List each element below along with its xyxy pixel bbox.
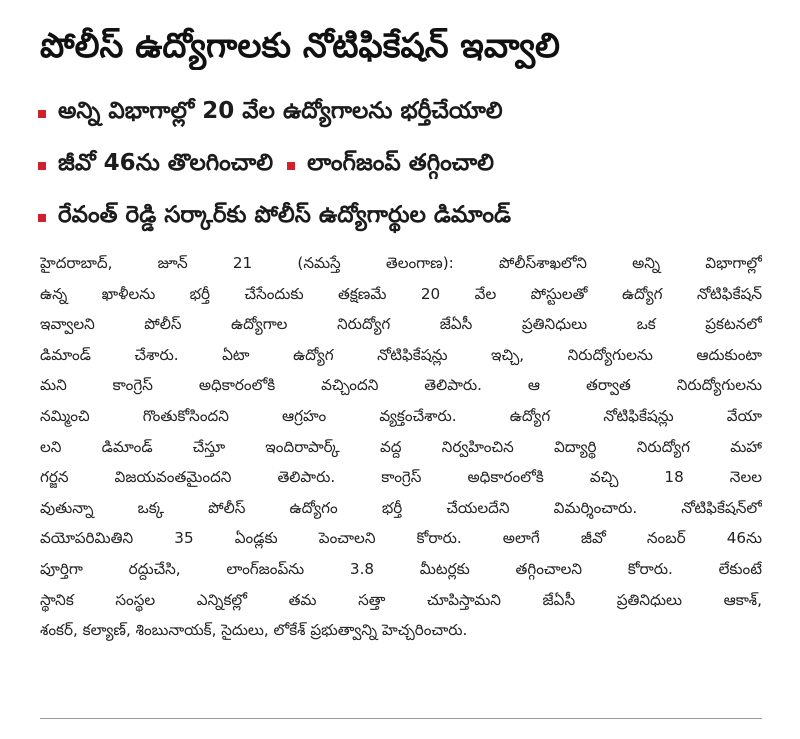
subheading-text: రేవంత్ రెడ్డి సర్కార్‌కు పోలీస్ ఉద్యోగార్థుల డిమాండ్ [58, 202, 512, 228]
red-square-bullet-icon [287, 162, 295, 170]
subheading-item [287, 150, 494, 182]
body-line: శంకర్, కల్యాణ్, శింబునాయక్, సైదులు, లోకేశ్ ప్రభుత్వాన్ని హెచ్చరించారు. [40, 621, 468, 640]
bottom-divider [40, 718, 762, 719]
body-line: నమ్మించి గొంతుకోసిందని ఆగ్రహం వ్యక్తంచేశారు. ఉద్యోగ నోటిఫికేషన్లు వేయా [40, 406, 762, 425]
subheading-list [38, 88, 778, 244]
red-square-bullet-icon [38, 110, 46, 118]
subheading-line [38, 140, 778, 192]
subheading-text: అన్ని విభాగాల్లో 20 వేల ఉద్యోగాలను భర్తీచేయాలి [58, 98, 503, 124]
body-line: హైదరాబాద్, జూన్ 21 (నమస్తే తెలంగాణ): పోలీస్‌శాఖలోని అన్ని విభాగాల్లో [40, 254, 762, 272]
subheading-text: లాంగ్‌జంప్ తగ్గించాలి [307, 150, 494, 176]
body-line: లని డిమాండ్ చేస్తూ ఇందిరాపార్క్ వద్ద నిర్వహించిన విద్యార్థి నిరుద్యోగ మహా [40, 437, 762, 456]
body-line: స్థానిక సంస్థల ఎన్నికల్లో తమ సత్తా చూపిస్తామని జేఏసీ ప్రతినిధులు ఆకాశ్, [40, 590, 762, 609]
subheading-item [38, 150, 273, 182]
subheading-line [38, 192, 778, 244]
body-line: వయోపరిమితిని 35 ఏండ్లకు పెంచాలని కోరారు. అలాగే జీవో నంబర్ 46ను [40, 529, 762, 548]
body-line: వుతున్నా ఒక్క పోలీస్ ఉద్యోగం భర్తీ చేయలదేని విమర్శించారు. నోటిఫికేషన్‌లో [40, 498, 762, 517]
subheading-item [38, 202, 511, 234]
body-line: గర్జన విజయవంతమైందని తెలిపారు. కాంగ్రెస్ అధికారంలోకి వచ్చి 18 నెలల [40, 468, 762, 487]
body-line: మని కాంగ్రెస్ అధికారంలోకి వచ్చిందని తెలిపారు. ఆ తర్వాత నిరుద్యోగులను [40, 376, 762, 395]
red-square-bullet-icon [38, 162, 46, 170]
article-body [40, 248, 762, 646]
body-line: డిమాండ్ చేశారు. ఏటా ఉద్యోగ నోటిఫికేషన్లు ఇచ్చి, నిరుద్యోగులను ఆదుకుంటా [40, 345, 762, 364]
article-headline: పోలీస్ ఉద్యోగాలకు నోటిఫికేషన్ ఇవ్వాలి [40, 26, 560, 66]
subheading-line [38, 88, 778, 140]
subheading-item [38, 98, 503, 130]
body-line: ఉన్న ఖాళీలను భర్తీ చేసేందుకు తక్షణమే 20 వేల పోస్టులతో ఉద్యోగ నోటిఫికేషన్ [40, 284, 762, 303]
subheading-text: జీవో 46ను తొలగించాలి [58, 150, 274, 176]
red-square-bullet-icon [38, 214, 46, 222]
body-line: పూర్తిగా రద్దుచేసి, లాంగ్‌జంప్‌ను 3.8 మీటర్లకు తగ్గించాలని కోరారు. లేకుంటే [40, 559, 762, 578]
body-line: ఇవ్వాలని పోలీస్ ఉద్యోగాల నిరుద్యోగ జేఏసీ ప్రతినిధులు ఒక ప్రకటనలో [40, 315, 762, 334]
